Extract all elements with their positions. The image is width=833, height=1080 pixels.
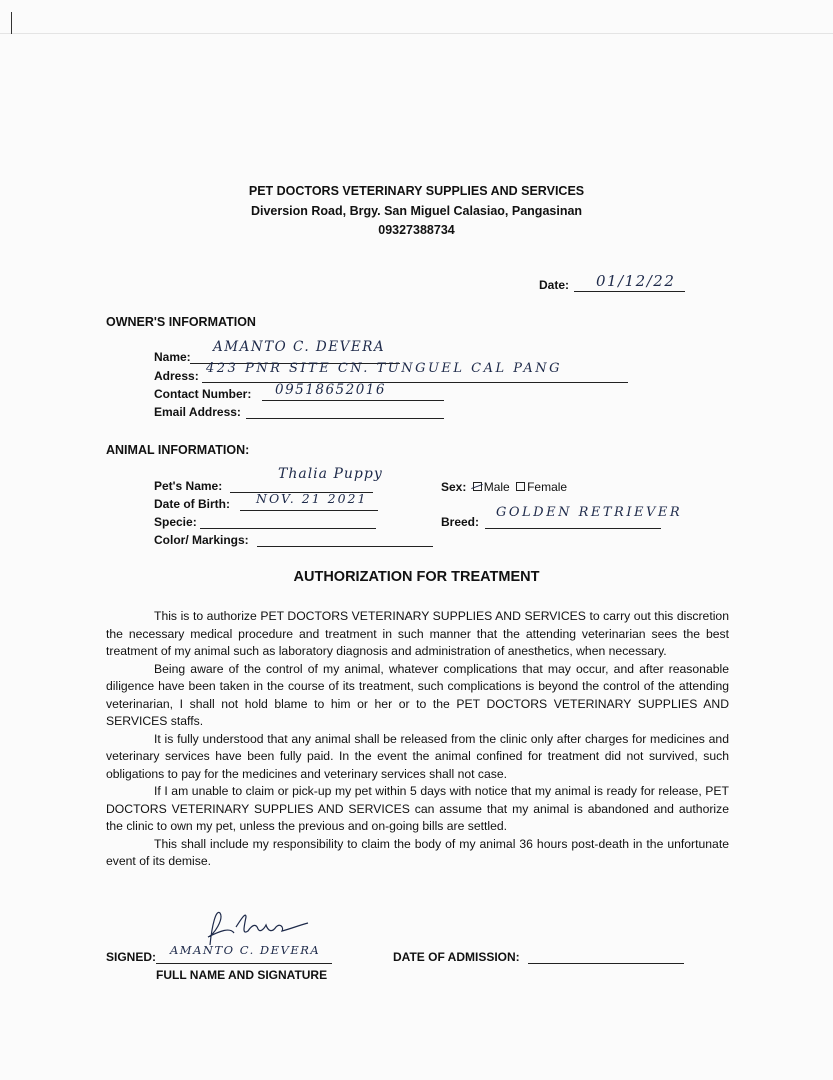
date-label: Date: xyxy=(539,278,570,292)
owner-address-label: Adress: xyxy=(154,369,199,383)
sex-field xyxy=(441,480,567,494)
signature-line xyxy=(156,963,332,964)
signed-label: SIGNED: xyxy=(106,950,157,964)
dob-label: Date of Birth: xyxy=(154,497,230,511)
paragraph-abandonment: If I am unable to claim or pick-up my pet within 5 days with notice that my animal is ready for release, PET DOCTORS VETERINARY SUPPLIES AND SERVICES can assume that my animal is abandoned and authorize the clinic to own my pet, unless the previous and on-going bills are settled. xyxy=(106,784,729,833)
dob-line xyxy=(240,510,378,511)
signature-caption: FULL NAME AND SIGNATURE xyxy=(156,968,328,982)
pet-name-label: Pet's Name: xyxy=(154,479,223,493)
breed-line xyxy=(485,528,661,529)
owner-address-line xyxy=(202,382,628,383)
signature-scribble-svg xyxy=(200,905,310,950)
scan-edge-line xyxy=(0,33,833,34)
paragraph-authorize: This is to authorize PET DOCTORS VETERINARY SUPPLIES AND SERVICES to carry out this discretion the necessary medical procedure and treatment in such manner that the attending veterinarian sees the best treatment of my animal such as laboratory diagnosis and administration of anesthetics, when necessary. xyxy=(106,609,729,658)
breed-label: Breed: xyxy=(441,515,480,529)
owner-email-label: Email Address: xyxy=(154,405,241,419)
male-option-label: Male xyxy=(483,480,510,494)
sex-label: Sex: xyxy=(441,480,467,494)
date-value: 01/12/22 xyxy=(596,272,676,290)
owner-email-line xyxy=(246,418,444,419)
signed-name-value: AMANTO C. DEVERA xyxy=(170,943,321,957)
female-checkbox[interactable] xyxy=(516,482,525,491)
authorization-title: AUTHORIZATION FOR TREATMENT xyxy=(293,569,540,585)
specie-label: Specie: xyxy=(154,515,197,529)
authorization-body xyxy=(106,608,729,871)
paragraph-post-death: This shall include my responsibility to claim the body of my animal 36 hours post-death in the unfortunate event of its demise. xyxy=(106,836,729,868)
clinic-address: Diversion Road, Brgy. San Miguel Calasiao, Pangasinan xyxy=(250,204,583,218)
owner-address-value: 423 PNR SITE CN. TUNGUEL CAL PANG xyxy=(206,361,562,376)
paragraph-complications: Being aware of the control of my animal, whatever complications that may occur, and after reasonable diligence have been taken in the course of its treatment, such complications is beyond the control of the attending veterinarian, I shall not hold blame to him or her or to the PET DOCTORS VETERINARY SUPPLIES AND SERVICES staffs. xyxy=(106,661,729,728)
scan-mark xyxy=(11,12,12,34)
female-option-label: Female xyxy=(527,480,568,494)
paragraph-payment: It is fully understood that any animal shall be released from the clinic only after charges for medicines and veterinary services have been fully paid. In the event the animal confined for treatment did not survived, such obligations to pay for the medicines and veterinary services shall not case. xyxy=(106,731,729,781)
animal-heading: ANIMAL INFORMATION: xyxy=(106,443,250,457)
breed-value: GOLDEN RETRIEVER xyxy=(496,505,683,520)
owner-contact-line xyxy=(262,400,444,401)
owner-name-label: Name: xyxy=(154,350,191,364)
owner-contact-label: Contact Number: xyxy=(154,387,252,401)
owner-heading: OWNER'S INFORMATION xyxy=(106,315,256,329)
color-markings-line xyxy=(257,546,433,547)
date-line xyxy=(574,291,685,292)
signature-scribble xyxy=(200,905,310,955)
specie-line xyxy=(200,528,376,529)
admission-line xyxy=(528,963,684,964)
clinic-name: PET DOCTORS VETERINARY SUPPLIES AND SERVICES xyxy=(248,184,585,198)
admission-label: DATE OF ADMISSION: xyxy=(393,950,520,964)
owner-name-value: AMANTO C. DEVERA xyxy=(213,339,386,355)
clinic-phone: 09327388734 xyxy=(378,223,455,237)
male-checkbox[interactable] xyxy=(473,482,482,491)
owner-contact-value: 09518652016 xyxy=(275,382,386,398)
color-markings-label: Color/ Markings: xyxy=(154,533,249,547)
dob-value: NOV. 21 2021 xyxy=(256,491,368,506)
pet-name-value: Thalia Puppy xyxy=(278,466,383,482)
